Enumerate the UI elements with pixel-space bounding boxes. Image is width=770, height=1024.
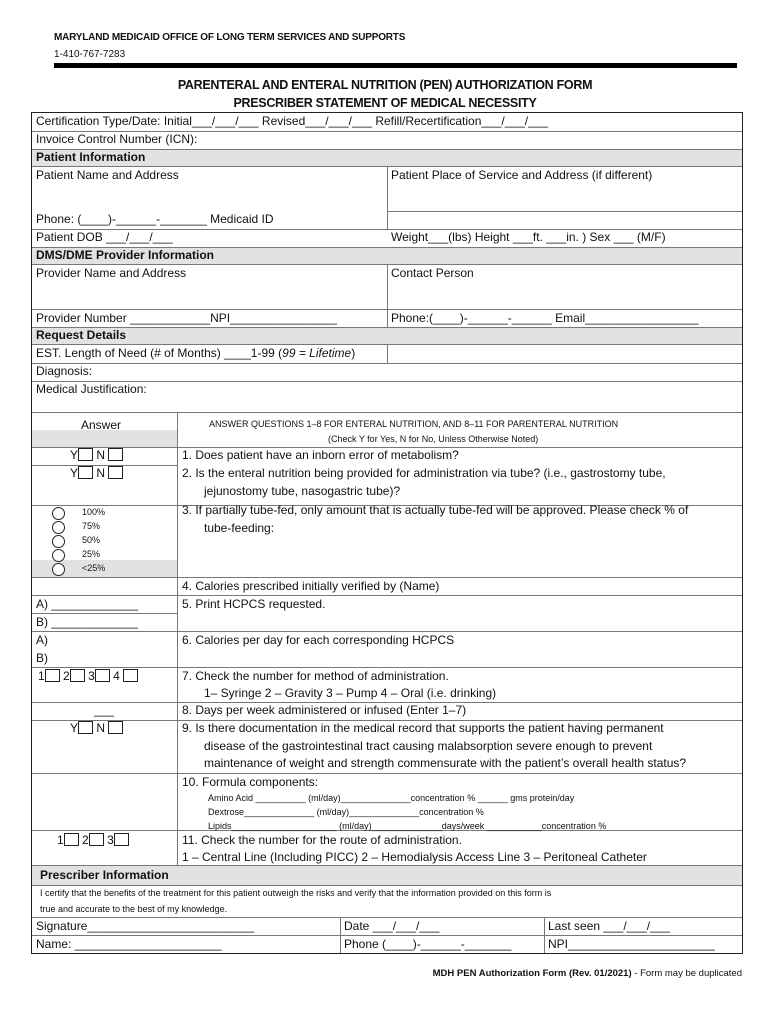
request-header-bg	[32, 327, 742, 344]
pct-radio-75[interactable]	[52, 521, 65, 534]
question-7: 7. Check the number for method of administration.	[182, 669, 449, 683]
question-6: 6. Calories per day for each corresponding HCPCS	[182, 633, 455, 647]
question-1: 1. Does patient have an inborn error of metabolism?	[182, 448, 459, 462]
q10-amino-acid-field[interactable]: Amino Acid __________ (ml/day)______________concentration % ______ gms protein/day	[208, 793, 575, 803]
agency-phone: 1-410-767-7283	[54, 49, 126, 60]
prescriber-name-field[interactable]: Name: ______________________	[36, 937, 222, 951]
diagnosis-field[interactable]: Diagnosis:	[36, 364, 93, 378]
question-8: 8. Days per week administered or infused (Enter 1–7)	[182, 703, 467, 717]
prescriber-npi-field[interactable]: NPI______________________	[548, 937, 715, 951]
pct-label-25: 25%	[82, 549, 101, 559]
question-11: 11. Check the number for the route of administration.	[182, 833, 462, 847]
q9-yes-no[interactable]: Y N	[70, 721, 123, 736]
pct-radio-lt25[interactable]	[52, 563, 65, 576]
last-seen-field[interactable]: Last seen ___/___/___	[548, 919, 671, 933]
q6-calories-a-field[interactable]: A)	[36, 633, 48, 647]
q10-lipids-field[interactable]: Lipids_____________________ (ml/day)______________days/week ___________concentration %	[208, 821, 607, 831]
q7-method-options[interactable]: 1 2 3 4	[38, 669, 138, 684]
questions-heading: ANSWER QUESTIONS 1–8 FOR ENTERAL NUTRITION, AND 8–11 FOR PARENTERAL NUTRITION	[209, 419, 619, 429]
question-9: 9. Is there documentation in the medical record that supports the patient having permanent	[182, 721, 664, 735]
question-4: 4. Calories prescribed initially verified by (Name)	[182, 579, 440, 593]
question-11-options: 1 – Central Line (Including PICC) 2 – Hemodialysis Access Line 3 – Peritoneal Catheter	[182, 850, 647, 864]
q1-yes-no[interactable]: Y N	[70, 448, 123, 463]
form-footer: MDH PEN Authorization Form (Rev. 01/2021) - Form may be duplicated	[432, 968, 742, 979]
question-3: 3. If partially tube-fed, only amount that is actually tube-fed will be approved. Please check % of	[182, 503, 689, 517]
question-2-cont: jejunostomy tube, nasogastric tube)?	[204, 484, 401, 498]
prescriber-section-heading: Prescriber Information	[40, 868, 169, 882]
question-7-options: 1– Syringe 2 – Gravity 3 – Pump 4 – Oral (i.e. drinking)	[204, 686, 497, 700]
q1-yes-checkbox[interactable]	[78, 448, 93, 461]
patient-weight-height-sex-field[interactable]: Weight___(lbs) Height ___ft. ___in. ) Sex ___ (M/F)	[391, 230, 666, 244]
answer-column-heading: Answer	[81, 418, 122, 432]
pct-label-lt25: <25%	[82, 563, 106, 573]
prescriber-certification-line-2: true and accurate to the best of my knowledge.	[40, 904, 228, 914]
q7-checkbox-4[interactable]	[123, 669, 138, 682]
q8-days-field[interactable]: ___	[94, 703, 115, 717]
icn-label: Invoice Control Number (ICN):	[36, 132, 198, 146]
authorization-form	[31, 112, 743, 954]
patient-name-address-label: Patient Name and Address	[36, 168, 179, 182]
question-3-cont: tube-feeding:	[204, 521, 275, 535]
question-9-cont-2: maintenance of weight and strength commensurate with the patient’s overall health status?	[204, 756, 687, 770]
medical-justification-field[interactable]: Medical Justification:	[36, 382, 147, 396]
pct-radio-25[interactable]	[52, 549, 65, 562]
signature-field[interactable]: Signature_________________________	[36, 919, 255, 933]
q11-route-options[interactable]: 1 2 3	[57, 833, 129, 848]
pct-radio-100[interactable]	[52, 507, 65, 520]
patient-dob-field[interactable]: Patient DOB ___/___/___	[36, 230, 173, 244]
q11-checkbox-3[interactable]	[114, 833, 129, 846]
q1-no-checkbox[interactable]	[108, 448, 123, 461]
form-title: PARENTERAL AND ENTERAL NUTRITION (PEN) AUTHORIZATION FORM	[177, 78, 593, 92]
q5-hcpcs-a-field[interactable]: A) _____________	[36, 597, 139, 611]
prescriber-phone-field[interactable]: Phone (____)-______-_______	[344, 937, 512, 951]
pct-label-100: 100%	[82, 507, 106, 517]
provider-phone-email-field[interactable]: Phone:(____)-______-______ Email_________________	[391, 311, 699, 325]
q10-dextrose-field[interactable]: Dextrose______________ (ml/day)______________concentration %	[208, 807, 484, 817]
q2-yes-checkbox[interactable]	[78, 466, 93, 479]
q9-yes-checkbox[interactable]	[78, 721, 93, 734]
pct-label-50: 50%	[82, 535, 101, 545]
q9-no-checkbox[interactable]	[108, 721, 123, 734]
header-rule	[54, 63, 737, 68]
agency-name: MARYLAND MEDICAID OFFICE OF LONG TERM SERVICES AND SUPPORTS	[54, 32, 406, 43]
pct-radio-50[interactable]	[52, 535, 65, 548]
q11-checkbox-2[interactable]	[89, 833, 104, 846]
certification-type: Certification Type/Date: Initial___/___/___ Revised___/___/___ Refill/Recertification___/___/___	[36, 114, 549, 128]
question-2: 2. Is the enteral nutrition being provided for administration via tube? (i.e., gastrostomy tube,	[182, 466, 666, 480]
length-of-need-field[interactable]: EST. Length of Need (# of Months) ____1-99 (99 = Lifetime)	[36, 346, 356, 360]
patient-section-heading: Patient Information	[36, 150, 146, 164]
question-10: 10. Formula components:	[182, 775, 319, 789]
contact-person-label: Contact Person	[391, 266, 474, 280]
q5-hcpcs-b-field[interactable]: B) _____________	[36, 615, 139, 629]
provider-name-address-label: Provider Name and Address	[36, 266, 187, 280]
request-section-heading: Request Details	[36, 328, 127, 342]
q7-checkbox-2[interactable]	[70, 669, 85, 682]
q2-no-checkbox[interactable]	[108, 466, 123, 479]
provider-number-npi-field[interactable]: Provider Number ____________NPI________________	[36, 311, 337, 325]
q7-checkbox-3[interactable]	[95, 669, 110, 682]
provider-section-heading: DMS/DME Provider Information	[36, 248, 215, 262]
q11-checkbox-1[interactable]	[64, 833, 79, 846]
q6-calories-b-field[interactable]: B)	[36, 651, 48, 665]
form-subtitle: PRESCRIBER STATEMENT OF MEDICAL NECESSITY	[233, 96, 537, 110]
q2-yes-no[interactable]: Y N	[70, 466, 123, 481]
signature-date-field[interactable]: Date ___/___/___	[344, 919, 440, 933]
question-5: 5. Print HCPCS requested.	[182, 597, 326, 611]
patient-phone-medicaid-field[interactable]: Phone: (____)-______-_______ Medicaid ID	[36, 212, 274, 226]
patient-place-of-service-label: Patient Place of Service and Address (if different)	[391, 168, 653, 182]
prescriber-certification-line-1: I certify that the benefits of the treatment for this patient outweigh the risks and verify that the information provided on this form is	[40, 888, 552, 898]
questions-subheading: (Check Y for Yes, N for No, Unless Otherwise Noted)	[328, 434, 539, 444]
q7-checkbox-1[interactable]	[45, 669, 60, 682]
question-9-cont-1: disease of the gastrointestinal tract causing malabsorption severe enough to prevent	[204, 739, 653, 753]
pct-label-75: 75%	[82, 521, 101, 531]
